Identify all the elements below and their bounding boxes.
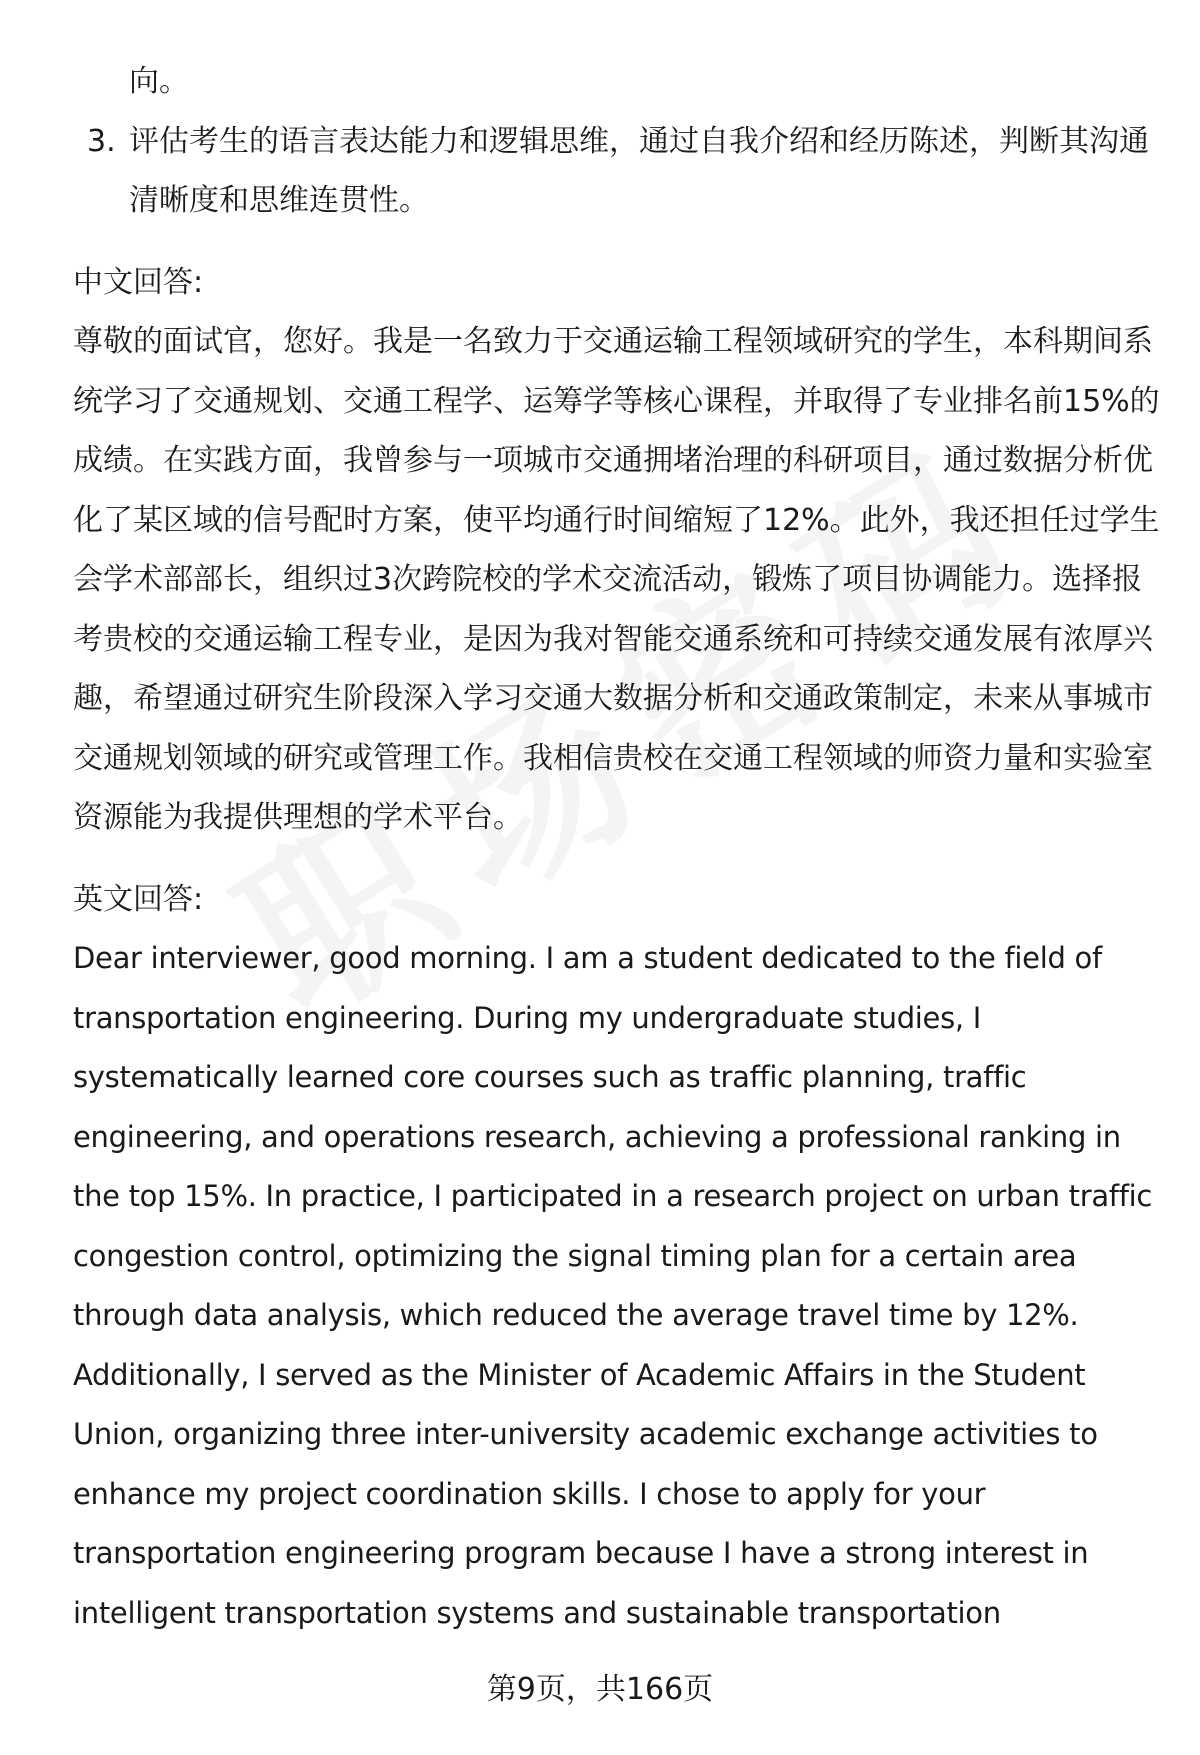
paragraph-line: engineering, and operations research, achieving a professional ranking in <box>73 1119 1121 1154</box>
chinese-answer-heading: 中文回答: <box>73 264 204 300</box>
paragraph-line: 尊敬的面试官，您好。我是一名致力于交通运输工程领域研究的学生，本科期间系 <box>73 324 1153 359</box>
paragraph-line: 资源能为我提供理想的学术平台。 <box>73 800 523 835</box>
paragraph-line: the top 15%. In practice, I participated in a research project on urban traffic <box>73 1179 1153 1213</box>
paragraph-line: transportation engineering program because I have a strong interest in <box>73 1536 1089 1570</box>
paragraph-line: 趣，希望通过研究生阶段深入学习交通大数据分析和交通政策制定，未来从事城市 <box>73 681 1153 716</box>
list-number: 3. <box>87 123 116 159</box>
paragraph-line: transportation engineering. During my undergraduate studies, I <box>73 1000 981 1035</box>
english-answer-paragraph <box>73 929 1153 1643</box>
paragraph-line: Union, organizing three inter-university academic exchange activities to <box>73 1417 1098 1451</box>
paragraph-line: through data analysis, which reduced the average travel time by 12%. <box>73 1298 1079 1332</box>
list-item-line: 清晰度和思维连贯性。 <box>129 183 429 218</box>
paragraph-line: 会学术部部长，组织过3次跨院校的学术交流活动，锻炼了项目协调能力。选择报 <box>73 562 1143 597</box>
chinese-answer-paragraph <box>73 312 1160 848</box>
list-item-3 <box>73 112 1153 231</box>
english-answer-heading: 英文回答: <box>73 881 204 917</box>
page-content <box>73 52 1160 1643</box>
paragraph-line: Dear interviewer, good morning. I am a student dedicated to the field of <box>73 941 1102 975</box>
list-item-line: 评估考生的语言表达能力和逻辑思维，通过自我介绍和经历陈述，判断其沟通 <box>129 123 1149 159</box>
list-continuation: 向。 <box>129 64 189 99</box>
paragraph-line: 化了某区域的信号配时方案，使平均通行时间缩短了12%。此外，我还担任过学生 <box>73 502 1160 538</box>
paragraph-line: 成绩。在实践方面，我曾参与一项城市交通拥堵治理的科研项目，通过数据分析优 <box>73 443 1153 478</box>
paragraph-line: systematically learned core courses such as traffic planning, traffic <box>73 1060 1027 1094</box>
paragraph-line: 交通规划领域的研究或管理工作。我相信贵校在交通工程领域的师资力量和实验室 <box>73 740 1153 776</box>
paragraph-line: 统学习了交通规划、交通工程学、运筹学等核心课程，并取得了专业排名前15%的 <box>73 383 1160 419</box>
paragraph-line: intelligent transportation systems and sustainable transportation <box>73 1595 1001 1630</box>
paragraph-line: Additionally, I served as the Minister of Academic Affairs in the Student <box>73 1357 1086 1392</box>
paragraph-line: enhance my project coordination skills. I chose to apply for your <box>73 1476 986 1511</box>
paragraph-line: congestion control, optimizing the signal timing plan for a certain area <box>73 1238 1077 1273</box>
paragraph-line: 考贵校的交通运输工程专业，是因为我对智能交通系统和可持续交通发展有浓厚兴 <box>73 621 1153 657</box>
page-number-footer: 第9页，共166页 <box>486 1672 714 1707</box>
